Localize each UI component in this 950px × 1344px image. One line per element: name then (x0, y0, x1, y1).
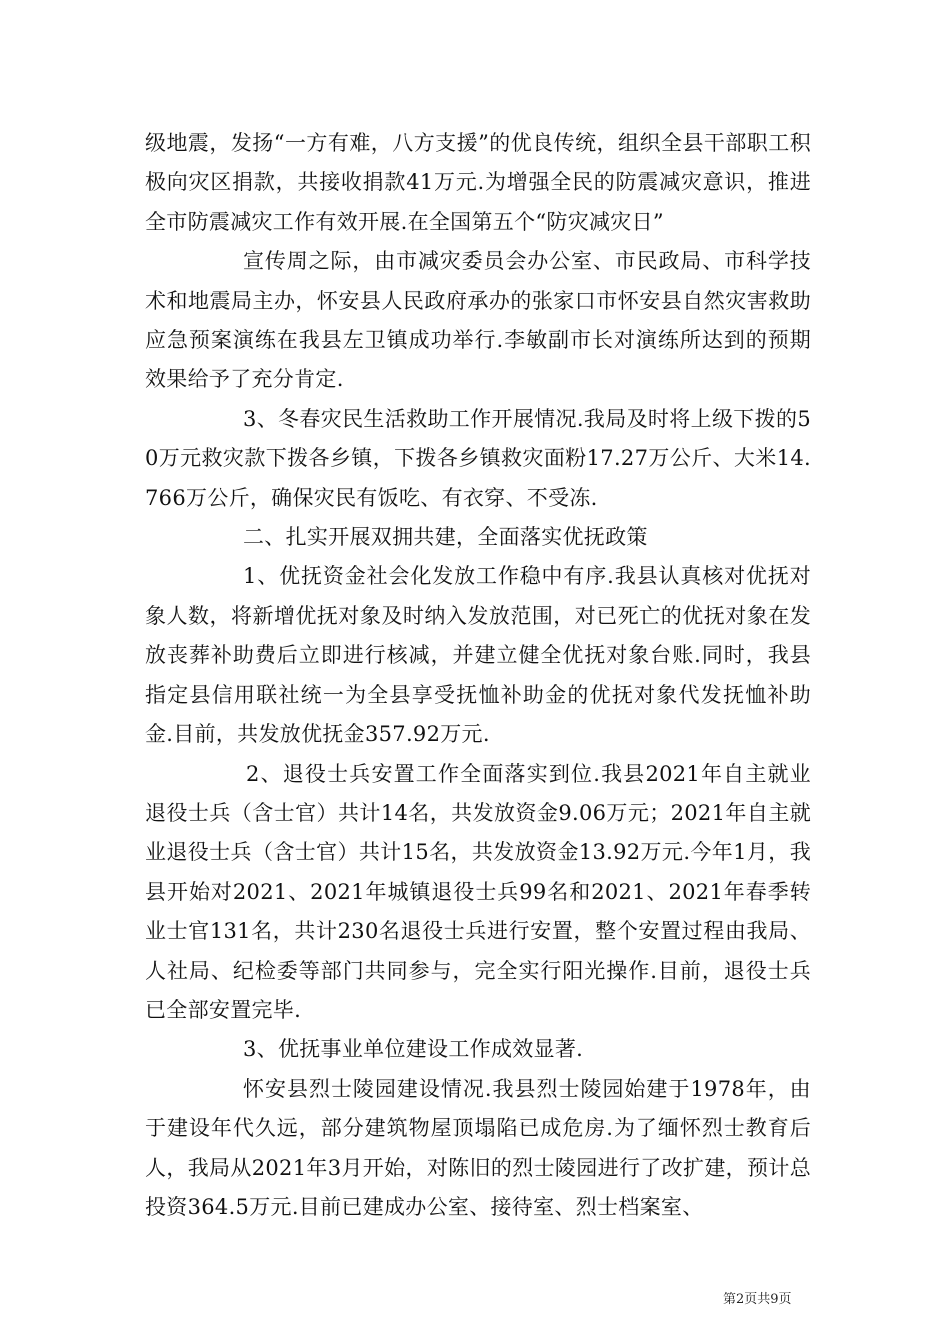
paragraph-pension-funds: 1、优抚资金社会化发放工作稳中有序.我县认真核对优抚对象人数，将新增优抚对象及时纳入发放范围，对已死亡的优抚对象在发放丧葬补助费后立即进行核减，并建立健全优抚对象台账.同时，我县指定县信用联社统一为全县享受抚恤补助金的优抚对象代发抚恤补助金.目前，共发放优抚金357.92万元. (145, 564, 811, 747)
paragraph-martyrs-cemetery: 怀安县烈士陵园建设情况.我县烈士陵园始建于1978年，由于建设年代久远，部分建筑物屋顶塌陷已成危房.为了缅怀烈士教育后人，我局从2021年3月开始，对陈旧的烈士陵园进行了改扩建，预计总投资364.5万元.目前已建成办公室、接待室、烈士档案室、 (145, 1076, 811, 1219)
section-heading-support: 二、扎实开展双拥共建，全面落实优抚政策 (243, 525, 648, 550)
page-number: 第2页共9页 (723, 1292, 792, 1307)
paragraph-veteran-placement: 2、退役士兵安置工作全面落实到位.我县2021年自主就业退役士兵（含士官）共计14名，共发放资金9.06万元；2021年自主就业退役士兵（含士官）共计15名，共发放资金13.92万元.今年1月，我县开始对2021、2021年城镇退役士兵99名和2021、2021年春季转业士官131名，共计230名退役士兵进行安置，整个安置过程由我局、人社局、纪检委等部门共同参与，完全实行阳光操作.目前，退役士兵已全部安置完毕. (145, 761, 811, 1022)
paragraph-earthquake-donation: 级地震，发扬“一方有难，八方支援”的优良传统，组织全县干部职工积极向灾区捐款，共接收捐款41万元.为增强全民的防震减灾意识，推进全市防震减灾工作有效开展.在全国第五个“防灾减灾日” (145, 131, 811, 234)
paragraph-winter-relief: 3、冬春灾民生活救助工作开展情况.我局及时将上级下拨的50万元救灾款下拨各乡镇，下拨各乡镇救灾面粉17.27万公斤、大米14.766万公斤，确保灾民有饭吃、有衣穿、不受冻. (145, 406, 811, 510)
paragraph-disaster-drill: 宣传周之际，由市减灾委员会办公室、市民政局、市科学技术和地震局主办，怀安县人民政府承办的张家口市怀安县自然灾害救助应急预案演练在我县左卫镇成功举行.李敏副市长对演练所达到的预期效果给予了充分肯定. (145, 249, 811, 392)
paragraph-institution-building: 3、优抚事业单位建设工作成效显著. (243, 1037, 584, 1062)
document-body (145, 124, 811, 1227)
